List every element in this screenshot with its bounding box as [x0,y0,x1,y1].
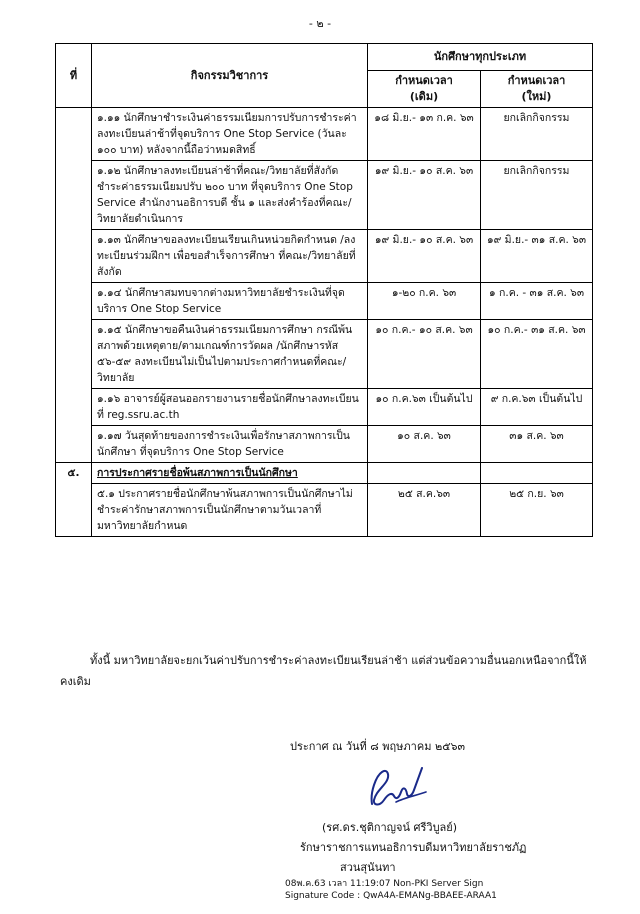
new-date-cell: ยกเลิกกิจกรรม [481,108,593,161]
header-activity: กิจกรรมวิชาการ [92,44,368,108]
activity-cell: ๑.๑๕ นักศึกษาขอคืนเงินค่าธรรมเนียมการศึกษา กรณีพ้นสภาพด้วยเหตุตาย/ตามเกณฑ์การวัดผล /นักศึกษารหัส ๕๖-๕๙ ลงทะเบียนไม่เป็นไปตามประกาศกำหนดที่คณะ/วิทยาลัย [92,320,368,389]
row-number-empty [56,108,92,463]
announcement-date: ประกาศ ณ วันที่ ๘ พฤษภาคม ๒๕๖๓ [290,740,466,753]
section-heading-row [56,463,593,484]
section-heading-empty-old [368,463,481,484]
new-date-cell: ๑๙ มิ.ย.- ๓๑ ส.ค. ๖๓ [481,230,593,283]
old-date-cell: ๑๐ ก.ค.- ๑๐ ส.ค. ๖๓ [368,320,481,389]
header-new-line2: (ใหม่) [521,90,552,103]
table-row [56,484,593,537]
new-date-cell: ๑๐ ก.ค.- ๓๑ ส.ค. ๖๓ [481,320,593,389]
header-old-line2: (เดิม) [409,90,439,103]
signer-organization: สวนสุนันทา [340,861,396,874]
digital-sign-timestamp: 08พ.ค.63 เวลา 11:19:07 Non-PKI Server Sign [285,879,484,889]
activity-cell: ๑.๑๖ อาจารย์ผู้สอนออกรายงานรายชื่อนักศึกษาลงทะเบียน ที่ reg.ssru.ac.th [92,389,368,426]
header-old-line1: กำหนดเวลา [395,74,453,87]
old-date-cell: ๑๐ ก.ค.๖๓ เป็นต้นไป [368,389,481,426]
table-row [56,426,593,463]
old-date-cell: ๑-๒๐ ก.ค. ๖๓ [368,283,481,320]
table-row [56,161,593,230]
handwritten-signature [366,762,436,812]
digital-signature-code: Signature Code : QwA4A-EMANg-BBAEE-ARAA1 [285,891,497,901]
activity-cell: ๑.๑๔ นักศึกษาสมทบจากต่างมหาวิทยาลัยชำระเงินที่จุดบริการ One Stop Service [92,283,368,320]
section-number: ๕. [56,463,92,537]
section-heading: การประกาศรายชื่อพ้นสภาพการเป็นนักศึกษา [92,463,368,484]
new-date-cell: ๙ ก.ค.๖๓ เป็นต้นไป [481,389,593,426]
old-date-cell: ๑๐ ส.ค. ๖๓ [368,426,481,463]
academic-schedule-table [55,43,593,537]
new-date-cell: ๒๕ ก.ย. ๖๓ [481,484,593,537]
footnote-paragraph: ทั้งนี้ มหาวิทยาลัยจะยกเว้นค่าปรับการชำระค่าลงทะเบียนเรียนล่าช้า แต่ส่วนข้อความอื่นนอกเหนือจากนี้ให้คงเดิม [60,654,587,688]
header-no: ที่ [56,44,92,108]
activity-cell: ๑.๑๑ นักศึกษาชำระเงินค่าธรรมเนียมการปรับการชำระค่าลงทะเบียนล่าช้าที่จุดบริการ One Stop Service (วันละ ๑๐๐ บาท) หลังจากนี้ถือว่าหมดสิทธิ์ [92,108,368,161]
table-row [56,283,593,320]
header-student-group: นักศึกษาทุกประเภท [368,44,593,71]
page-number: - ๒ - [308,17,332,30]
old-date-cell: ๑๘ มิ.ย.- ๑๓ ก.ค. ๖๓ [368,108,481,161]
table-row [56,389,593,426]
activity-cell: ๑.๑๗ วันสุดท้ายของการชำระเงินเพื่อรักษาสภาพการเป็นนักศึกษา ที่จุดบริการ One Stop Service [92,426,368,463]
table-row [56,320,593,389]
activity-cell: ๑.๑๒ นักศึกษาลงทะเบียนล่าช้าที่คณะ/วิทยาลัยที่สังกัด ชำระค่าธรรมเนียมปรับ ๒๐๐ บาท ที่จุดบริการ One Stop Service สำนักงานอธิการบดี ชั้น ๑ และส่งคำร้องที่คณะ/วิทยาลัยดำเนินการ [92,161,368,230]
new-date-cell: ๓๑ ส.ค. ๖๓ [481,426,593,463]
old-date-cell: ๒๕ ส.ค.๖๓ [368,484,481,537]
table-row [56,108,593,161]
old-date-cell: ๑๙ มิ.ย.- ๑๐ ส.ค. ๖๓ [368,161,481,230]
header-new-schedule [481,71,593,108]
header-new-line1: กำหนดเวลา [507,74,566,87]
activity-cell: ๕.๑ ประกาศรายชื่อนักศึกษาพ้นสภาพการเป็นนักศึกษาไม่ชำระค่ารักษาสภาพการเป็นนักศึกษาตามวันเวลาที่มหาวิทยาลัยกำหนด [92,484,368,537]
activity-cell: ๑.๑๓ นักศึกษาขอลงทะเบียนเรียนเกินหน่วยกิตกำหนด /ลงทะเบียนร่วมฝึกฯ เพื่อขอสำเร็จการศึกษา ที่คณะ/วิทยาลัยที่สังกัด [92,230,368,283]
new-date-cell: ยกเลิกกิจกรรม [481,161,593,230]
signer-position: รักษาราชการแทนอธิการบดีมหาวิทยาลัยราชภัฏ [300,841,527,854]
table-row [56,230,593,283]
new-date-cell: ๑ ก.ค. - ๓๑ ส.ค. ๖๓ [481,283,593,320]
header-old-schedule [368,71,481,108]
old-date-cell: ๑๙ มิ.ย.- ๑๐ ส.ค. ๖๓ [368,230,481,283]
section-heading-empty-new [481,463,593,484]
signer-name: (รศ.ดร.ชุติกาญจน์ ศรีวิบูลย์) [322,821,458,834]
